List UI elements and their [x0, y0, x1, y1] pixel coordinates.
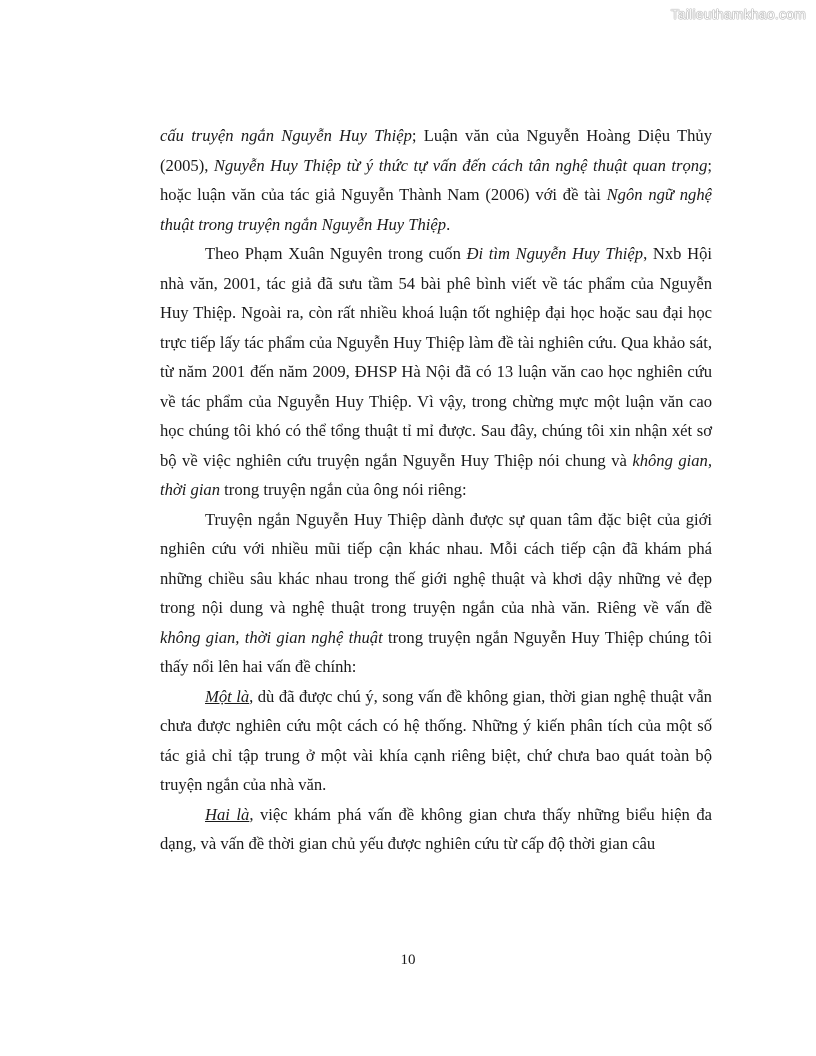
point-label-two: Hai là [205, 804, 250, 824]
italic-title: cấu truyện ngắn Nguyễn Huy Thiệp [160, 126, 412, 145]
text-span: ; Luận văn của Nguyễn Hoàng Diệu Thủy (2005), [160, 126, 712, 175]
paragraph-2 [160, 239, 712, 505]
point-label-one: Một là [205, 686, 250, 706]
text-span: , dù đã được chú ý, song vấn đề không gian, thời gian nghệ thuật vẫn chưa được nghiên cứu một cách có hệ thống. Những ý kiến phân tích của một số tác giả chỉ tập trung ở một vài khía cạnh riêng biệt, chứ chưa bao quát toàn bộ truyện ngắn của nhà văn. [160, 686, 712, 794]
paragraph-4 [160, 682, 712, 800]
text-span: Theo Phạm Xuân Nguyên trong cuốn [205, 244, 467, 263]
paragraph-5 [160, 800, 712, 859]
text-span: . [446, 214, 451, 234]
italic-title: Ngôn ngữ nghệ thuật trong truyện ngắn Nguyễn Huy Thiệp [160, 185, 712, 234]
text-span: Truyện ngắn Nguyễn Huy Thiệp dành được sự quan tâm đặc biệt của giới nghiên cứu với nhiều mũi tiếp cận khác nhau. Mỗi cách tiếp cận đã khám phá những chiều sâu khác nhau trong thế giới nghệ thuật và khơi dậy những vẻ đẹp trong nội dung và nghệ thuật trong truyện ngắn của nhà văn. Riêng về vấn đề [160, 509, 712, 617]
text-span: trong truyện ngắn Nguyễn Huy Thiệp chúng tôi thấy nổi lên hai vấn đề chính: [160, 627, 713, 676]
italic-term: không gian, thời gian [160, 450, 712, 499]
text-span: , Nxb Hội nhà văn, 2001, tác giả đã sưu tầm 54 bài phê bình viết về tác phẩm của Nguyễn Huy Thiệp. Ngoài ra, còn rất nhiều khoá luận tốt nghiệp đại học hoặc sau đại học trực tiếp lấy tác phẩm của Nguyễn Huy Thiệp làm đề tài nghiên cứu. Qua khảo sát, từ năm 2001 đến năm 2009, ĐHSP Hà Nội đã có 13 luận văn cao học nghiên cứu về tác phẩm của Nguyễn Huy Thiệp. Vì vậy, trong chừng mực một luận văn cao học chúng tôi khó có thể tổng thuật tỉ mỉ được. Sau đây, chúng tôi xin nhận xét sơ bộ về việc nghiên cứu truyện ngắn Nguyễn Huy Thiệp nói chung và [160, 244, 712, 470]
italic-title: Nguyễn Huy Thiệp từ ý thức tự vấn đến cách tân nghệ thuật quan trọng [213, 155, 708, 175]
italic-title: Đi tìm Nguyễn Huy Thiệp [466, 244, 644, 263]
italic-term: không gian, thời gian nghệ thuật [160, 627, 383, 647]
page-body [160, 121, 712, 859]
watermark: Tailieuthamkhao.com [670, 6, 806, 22]
text-span: trong truyện ngắn của ông nói riêng: [220, 480, 467, 499]
paragraph-1 [160, 121, 712, 239]
paragraph-3 [160, 505, 712, 682]
page-number: 10 [400, 952, 416, 968]
text-span: ; hoặc luận văn của tác giả Nguyễn Thành Nam (2006) với đề tài [160, 155, 712, 204]
text-span: , việc khám phá vấn đề không gian chưa thấy những biểu hiện đa dạng, và vấn đề thời gian chủ yếu được nghiên cứu từ cấp độ thời gian câu [160, 804, 712, 853]
